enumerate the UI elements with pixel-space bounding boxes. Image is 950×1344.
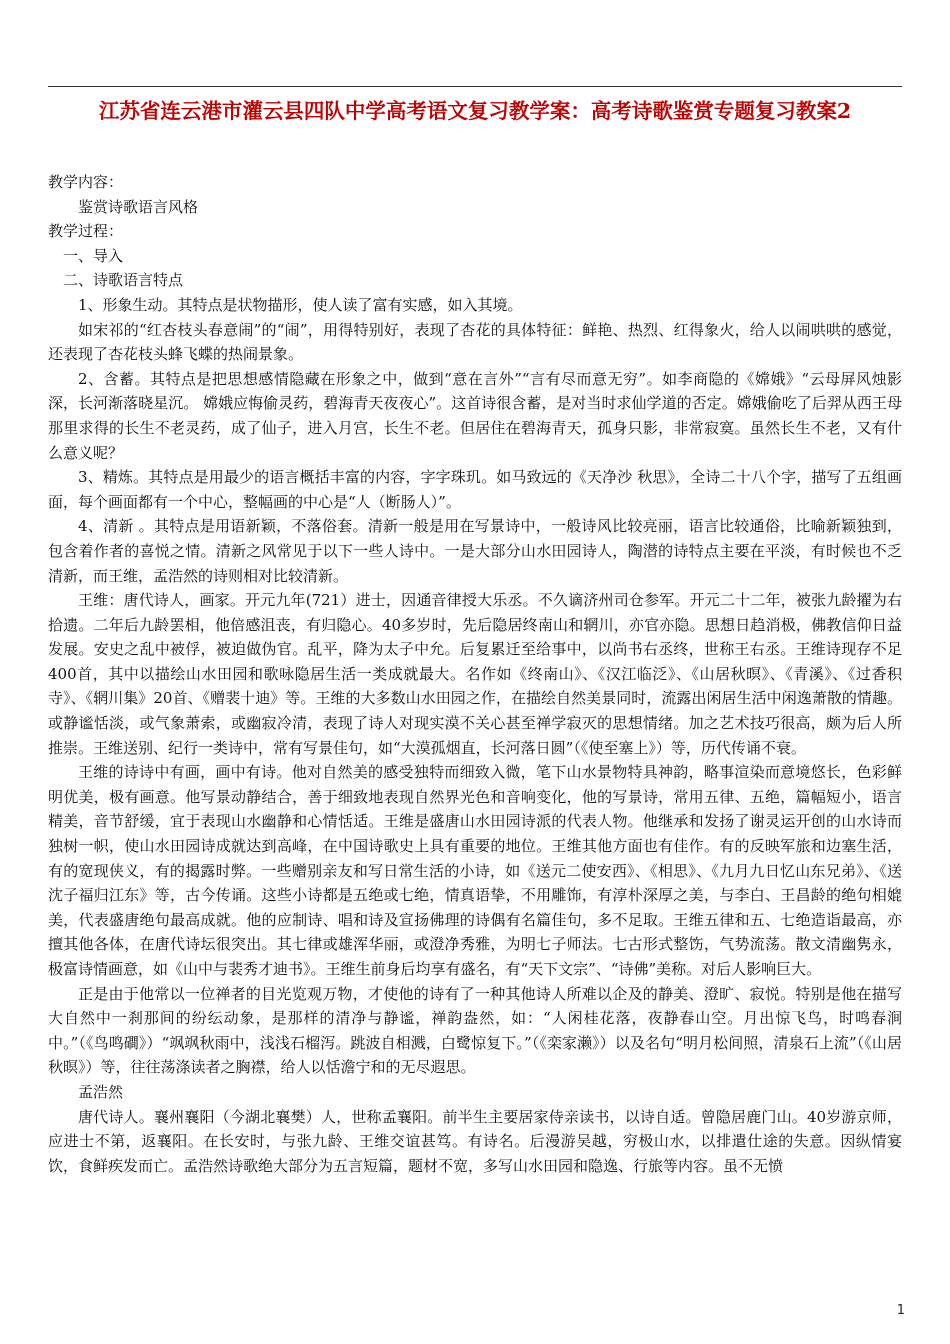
paragraph: 1、形象生动。其特点是状物描形，使人读了富有实感，如入其境。	[78, 295, 523, 314]
paragraph: 3、精炼。其特点是用最少的语言概括丰富的内容，字字珠玑。如马致远的《天净沙 秋思》，全诗二十八个字，描写了五组画面，每个画面都有一个中心，整幅画的中心是“人（断肠人）”。	[48, 468, 902, 511]
page-title: 江苏省连云港市灌云县四队中学高考语文复习教学案：高考诗歌鉴赏专题复习教案2	[98, 99, 852, 123]
paragraph: 王维：唐代诗人，画家。开元九年(721）进士，因通音律授大乐丞。不久谪济州司仓参军。开元二十二年，被张九龄擢为右拾遗。二年后九龄罢相，他倍感沮丧，有归隐心。40多岁时，先后隐居终南山和辋川，亦官亦隐。思想日趋消极，佛教信仰日益发展。安史之乱中被俘，被迫做伪官。乱平，降为太子中允。后复累迁至给事中，以尚书右丞终，世称王右丞。王维诗现存不足400首，其中以描绘山水田园和歌咏隐居生活一类成就最大。名作如《终南山》、《汉江临泛》、《山居秋暝》、《青溪》、《过香积寺》、《辋川集》20首、《赠裴十迪》等。王维的大多数山水田园之作，在描绘自然美景同时，流露出闲居生活中闲逸萧散的情趣。或静谧恬淡，或气象萧索，或幽寂冷清，表现了诗人对现实漠不关心甚至禅学寂灭的思想情绪。加之艺术技巧很高，颇为后人所推崇。王维送别、纪行一类诗中，常有写景佳句，如“大漠孤烟直，长河落日圆”（《使至塞上》）等，历代传诵不衰。	[48, 591, 902, 757]
paragraph: 正是由于他常以一位禅者的目光览观万物，才使他的诗有了一种其他诗人所难以企及的静美、澄旷、寂悦。特别是他在描写大自然中一刹那间的纷纭动象，是那样的清净与静谧，禅韵盎然，如：“人闲桂花落，夜静春山空。月出惊飞鸟，时鸣春涧中。”（《鸟鸣磵》）“飒飒秋雨中，浅浅石榴泻。跳波自相溅，白鹭惊复下。”（《栾家濑》）以及名句“明月松间照，清泉石上流”（《山居秋暝》）等，往往荡涤读者之胸襟，给人以恬澹宁和的无尽遐思。	[48, 984, 902, 1077]
paragraph: 4、清新 。其特点是用语新颖，不落俗套。清新一般是用在写景诗中，一般诗风比较亮丽，语言比较通俗，比喻新颖独到，包含着作者的喜悦之情。清新之风常见于以下一些人诗中。一是大部分山水田园诗人，陶潜的诗特点主要在平淡，有时候也不乏清新，而王维，孟浩然的诗则相对比较清新。	[48, 517, 902, 585]
paragraph: 一、导入	[63, 246, 124, 265]
paragraph: 二、诗歌语言特点	[63, 271, 184, 290]
paragraph: 鉴赏诗歌语言风格	[78, 197, 199, 216]
paragraph: 教学过程：	[48, 222, 124, 241]
paragraph: 唐代诗人。襄州襄阳（今湖北襄樊）人，世称孟襄阳。前半生主要居家侍亲读书，以诗自适。曾隐居鹿门山。40岁游京师，应进士不第，返襄阳。在长安时，与张九龄、王维交谊甚笃。有诗名。后漫游吴越，穷极山水，以排遣仕途的失意。因纵情宴饮，食鲜疾发而亡。孟浩然诗歌绝大部分为五言短篇，题材不宽，多写山水田园和隐逸、行旅等内容。虽不无愤	[48, 1107, 902, 1175]
top-rule	[48, 86, 902, 87]
document-body	[48, 170, 902, 1178]
paragraph: 2、含蓄。其特点是把思想感情隐藏在形象之中，做到“意在言外”“言有尽而意无穷”。如李商隐的《嫦娥》“云母屏风烛影深，长河渐落晓星沉。 嫦娥应悔偷灵药，碧海青天夜夜心”。这首诗很含蓄，是对当时求仙学道的否定。嫦娥偷吃了后羿从西王母那里求得的长生不老灵药，成了仙子，进入月宫，长生不老。但居住在碧海青天，孤身只影，非常寂寞。虽然长生不老，又有什么意义呢？	[48, 369, 902, 462]
paragraph: 孟浩然	[78, 1082, 124, 1101]
paragraph: 教学内容：	[48, 173, 124, 191]
paragraph: 如宋祁的“红杏枝头春意闹”的“闹”，用得特别好，表现了杏花的具体特征：鲜艳、热烈、红得象火，给人以闹哄哄的感觉，还表现了杏花枝头蜂飞蝶的热闹景象。	[48, 320, 902, 364]
page-number: 1	[896, 1303, 905, 1318]
paragraph: 王维的诗诗中有画，画中有诗。他对自然美的感受独特而细致入微，笔下山水景物特具神韵，略事渲染而意境悠长，色彩鲜明优美，极有画意。他写景动静结合，善于细致地表现自然界光色和音响变化，他的写景诗，常用五律、五绝，篇幅短小，语言精美，音节舒缓，宜于表现山水幽静和心情恬适。王维是盛唐山水田园诗派的代表人物。他继承和发扬了谢灵运开创的山水诗而独树一帜，使山水田园诗成就达到高峰，在中国诗歌史上具有重要的地位。王维其他方面也有佳作。有的反映军旅和边塞生活，有的宽现侠义，有的揭露时弊。一些赠别亲友和写日常生活的小诗，如《送元二使安西》、《相思》、《九月九日忆山东兄弟》、《送沈子福归江东》等，古今传诵。这些小诗都是五绝或七绝，情真语挚，不用雕饰，有淳朴深厚之美，与李白、王昌龄的绝句相媲美，代表盛唐绝句最高成就。他的应制诗、唱和诗及宣扬佛理的诗偶有名篇佳句，多不足取。王维五律和五、七绝造诣最高，亦擅其他各体，在唐代诗坛很突出。其七律或雄浑华丽，或澄净秀雅，为明七子师法。七古形式整饬，气势流荡。散文清幽隽永，极富诗情画意，如《山中与裴秀才迪书》。王维生前身后均享有盛名，有“天下文宗”、“诗佛”美称。对后人影响巨大。	[48, 763, 902, 978]
